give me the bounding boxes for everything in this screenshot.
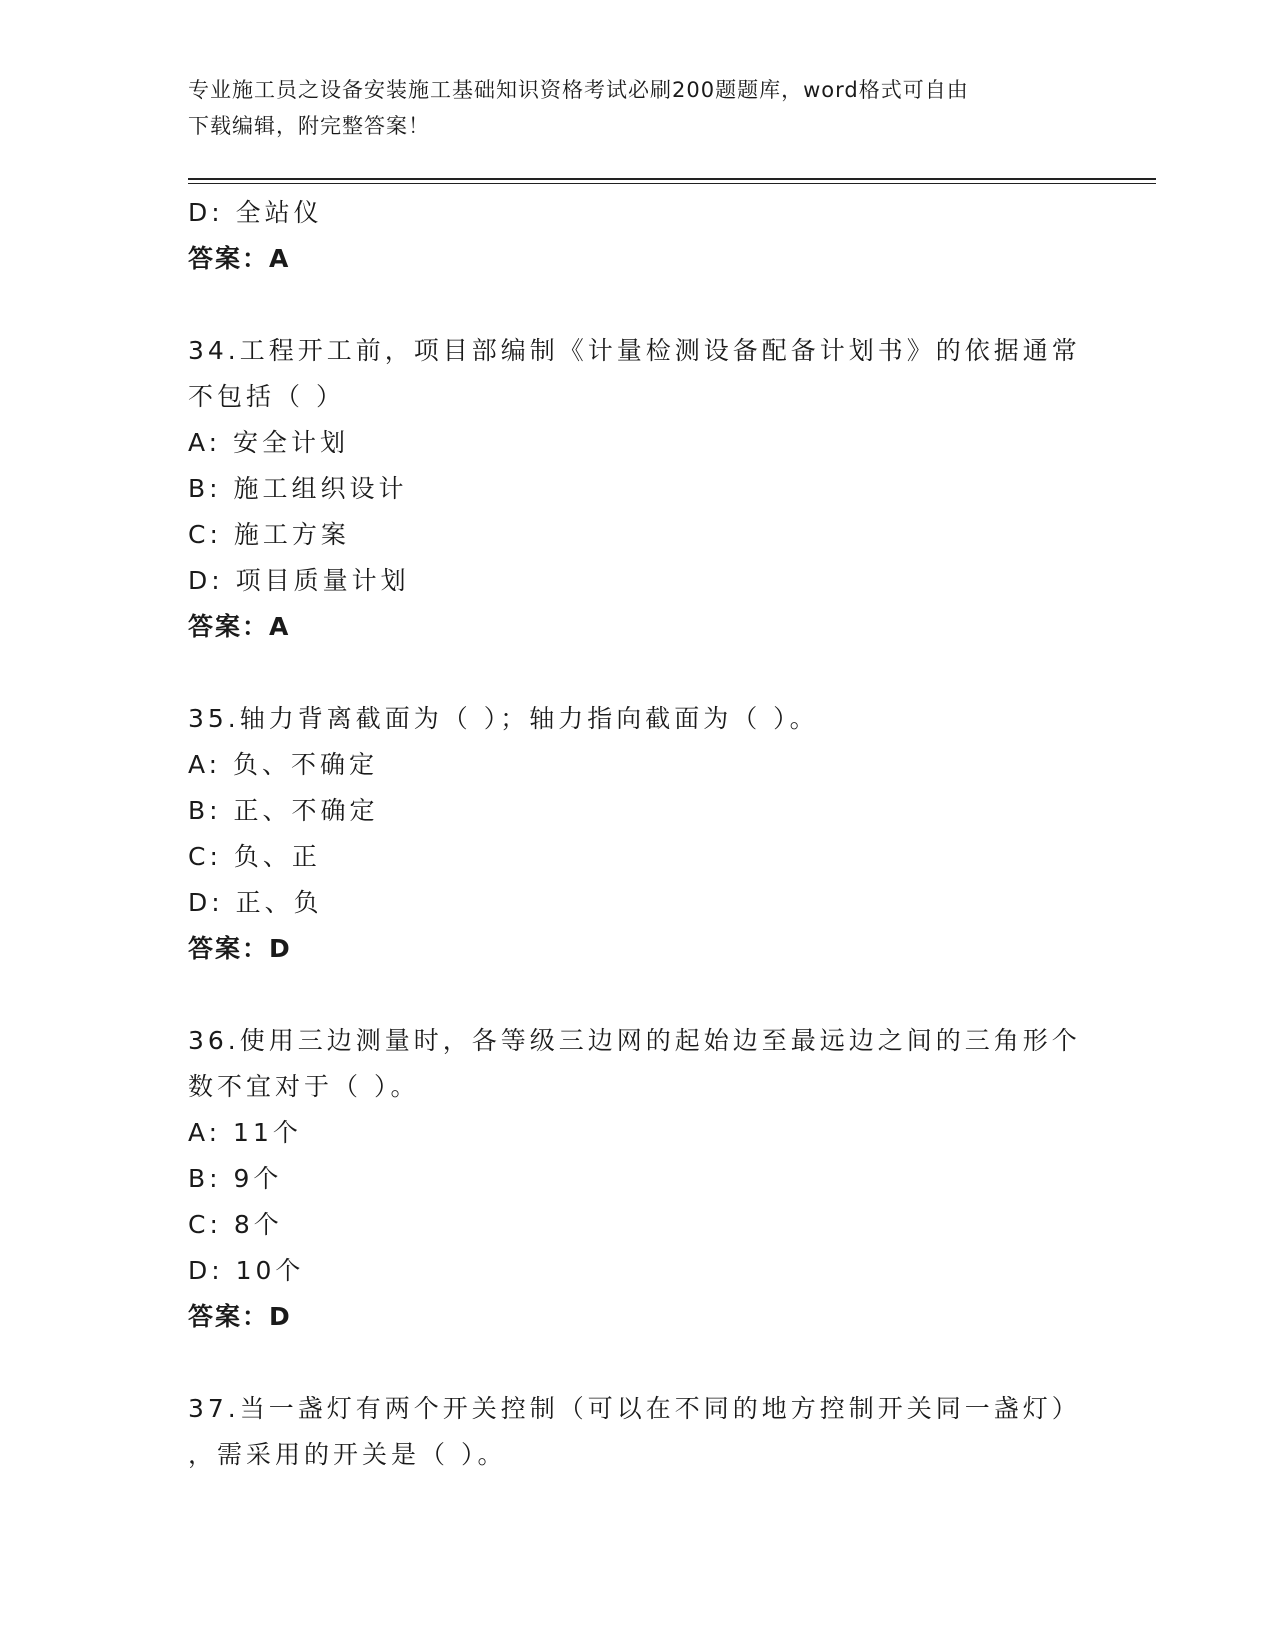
option-c: C: 负、正 [188,842,321,871]
option-d: D: 项目质量计划 [188,566,410,595]
option-b: B: 施工组织设计 [188,474,408,503]
question-content [188,190,1088,1478]
option-d: D: 正、负 [188,888,323,917]
option-a: A: 安全计划 [188,428,350,457]
prev-answer: 答案：A [188,244,291,273]
header-divider-thin [188,183,1156,184]
option-a: A: 负、不确定 [188,750,379,779]
question-text-line-2: 不包括（ ） [188,382,345,411]
header-line-1: 专业施工员之设备安装施工基础知识资格考试必刷200题题库，word格式可自由 [188,78,969,102]
question-text-line-2: 数不宜对于（ ）。 [188,1072,420,1101]
question-35 [188,696,1088,972]
document-header [188,72,1088,144]
question-text-line-2: ，需采用的开关是（ ）。 [188,1440,507,1469]
question-text-line-1: 34.工程开工前，项目部编制《计量检测设备配备计划书》的依据通常 [188,336,1081,365]
option-a: A: 11个 [188,1118,302,1147]
question-text-line-1: 36.使用三边测量时，各等级三边网的起始边至最远边之间的三角形个 [188,1026,1081,1055]
question-37 [188,1386,1088,1478]
spacer [188,972,1088,1018]
answer: 答案：A [188,612,291,641]
option-c: C: 8个 [188,1210,283,1239]
question-36 [188,1018,1088,1340]
spacer [188,650,1088,696]
spacer [188,1340,1088,1386]
prev-option-d: D: 全站仪 [188,198,323,227]
option-c: C: 施工方案 [188,520,350,549]
option-b: B: 9个 [188,1164,283,1193]
answer: 答案：D [188,934,292,963]
header-line-2: 下载编辑，附完整答案！ [188,114,430,138]
option-b: B: 正、不确定 [188,796,379,825]
option-d: D: 10个 [188,1256,305,1285]
question-text-line-1: 35.轴力背离截面为（ ）；轴力指向截面为（ ）。 [188,704,819,733]
question-34 [188,328,1088,650]
answer: 答案：D [188,1302,292,1331]
spacer [188,282,1088,328]
header-divider-thick [188,178,1156,180]
question-text-line-1: 37.当一盏灯有两个开关控制（可以在不同的地方控制开关同一盏灯） [188,1394,1081,1423]
